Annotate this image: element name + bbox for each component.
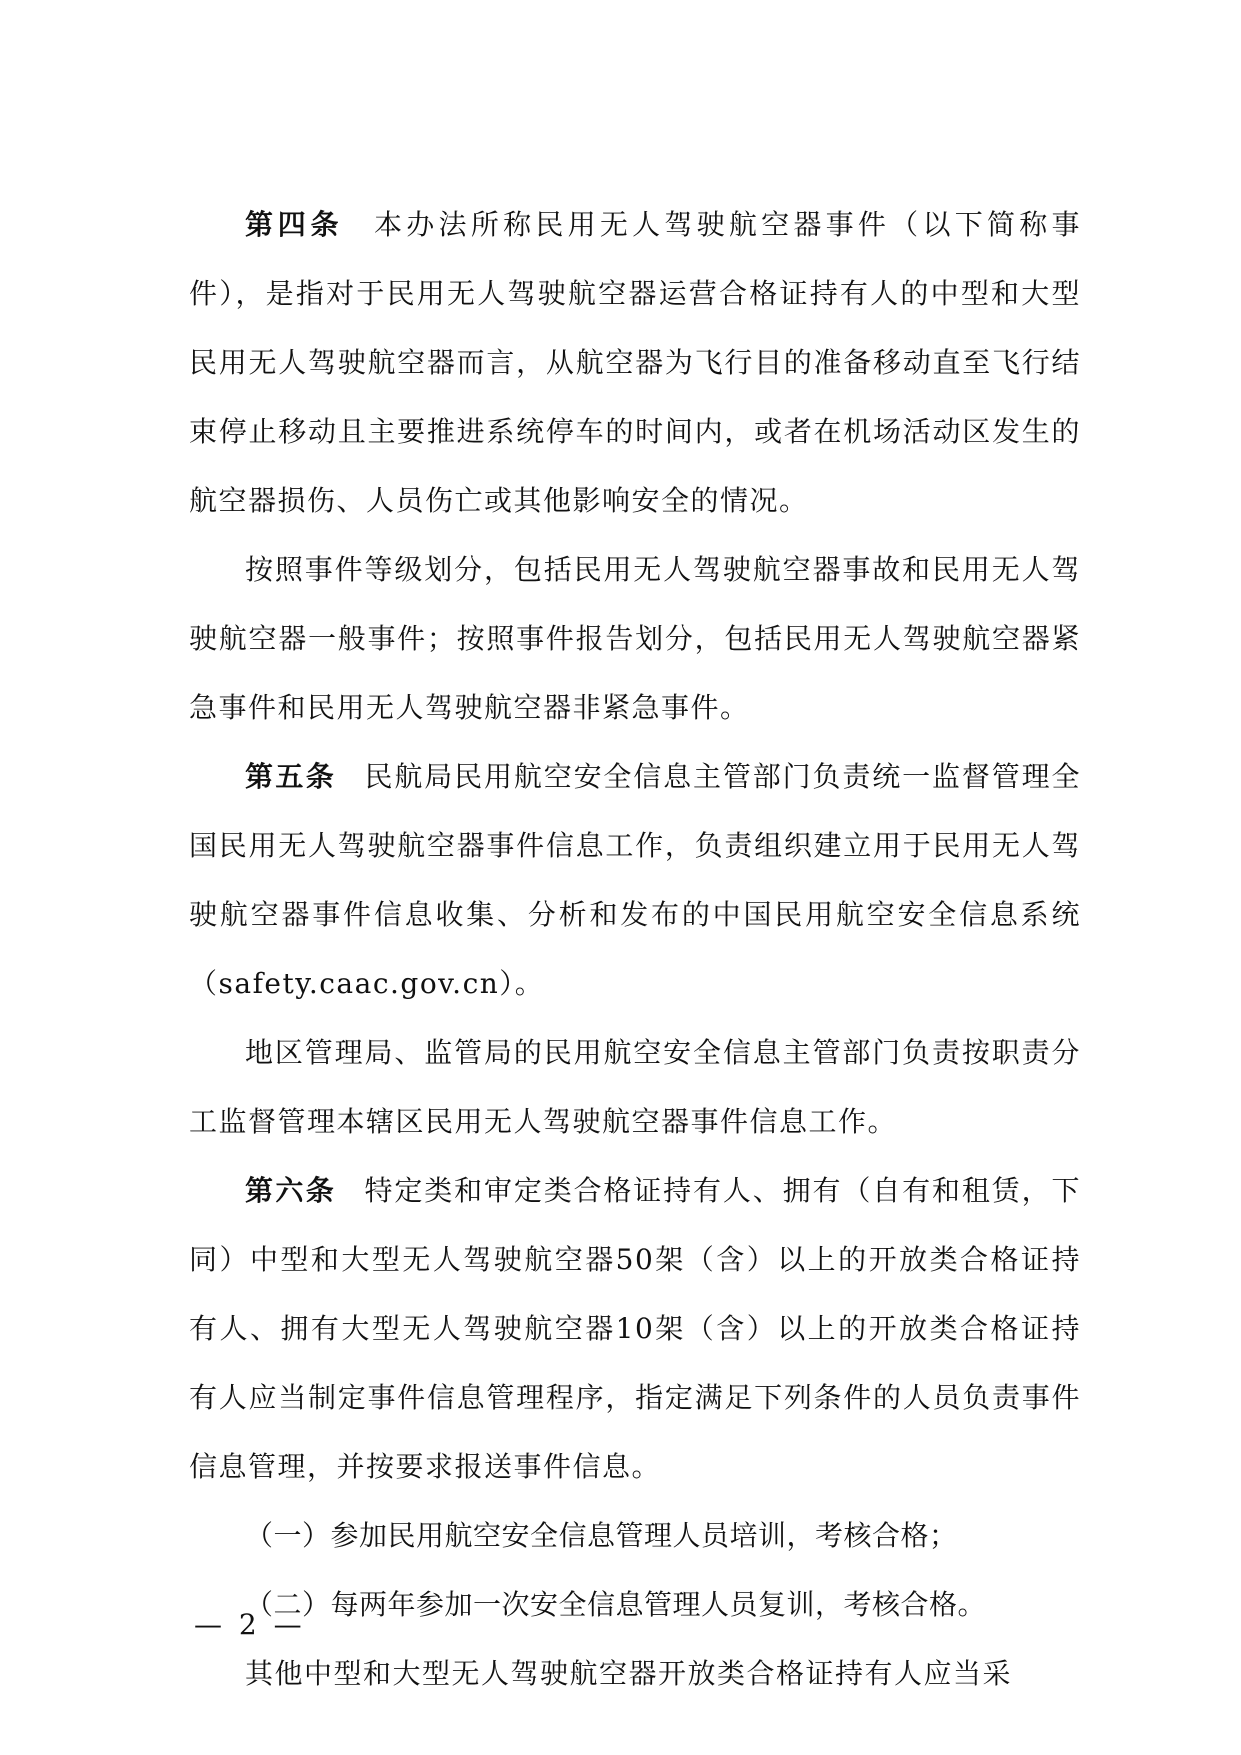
event-classification-text: 按照事件等级划分，包括民用无人驾驶航空器事故和民用无人驾驶航空器一般事件；按照事件报告划分，包括民用无人驾驶航空器紧急事件和民用无人驾驶航空器非紧急事件。 <box>189 553 1081 724</box>
article-5-text: 民航局民用航空安全信息主管部门负责统一监督管理全国民用无人驾驶航空器事件信息工作，负责组织建立用于民用无人驾驶航空器事件信息收集、分析和发布的中国民用航空安全信息系统（safety.caac.gov.cn）。 <box>189 760 1081 1000</box>
condition-2-text: （二）每两年参加一次安全信息管理人员复训，考核合格。 <box>245 1588 987 1621</box>
article-4-heading: 第四条 <box>245 208 344 241</box>
article-6-text: 特定类和审定类合格证持有人、拥有（自有和租赁，下同）中型和大型无人驾驶航空器50架（含）以上的开放类合格证持有人、拥有大型无人驾驶航空器10架（含）以上的开放类合格证持有人应当制定事件信息管理程序，指定满足下列条件的人员负责事件信息管理，并按要求报送事件信息。 <box>189 1174 1081 1483</box>
regional-bureau-paragraph <box>189 1018 1081 1156</box>
other-holders-paragraph <box>189 1639 1081 1708</box>
other-holders-text: 其他中型和大型无人驾驶航空器开放类合格证持有人应当采 <box>245 1657 1013 1690</box>
article-6-paragraph <box>189 1156 1081 1501</box>
article-4-paragraph <box>189 190 1081 535</box>
regional-bureau-text: 地区管理局、监管局的民用航空安全信息主管部门负责按职责分工监督管理本辖区民用无人驾驶航空器事件信息工作。 <box>189 1036 1081 1138</box>
event-classification-paragraph <box>189 535 1081 742</box>
article-5-paragraph <box>189 742 1081 1018</box>
article-6-heading: 第六条 <box>245 1174 337 1207</box>
article-4-text: 本办法所称民用无人驾驶航空器事件（以下简称事件），是指对于民用无人驾驶航空器运营合格证持有人的中型和大型民用无人驾驶航空器而言，从航空器为飞行目的准备移动直至飞行结束停止移动且主要推进系统停车的时间内，或者在机场活动区发生的航空器损伤、人员伤亡或其他影响安全的情况。 <box>189 208 1081 517</box>
condition-2-paragraph <box>189 1570 1081 1639</box>
condition-1-text: （一）参加民用航空安全信息管理人员培训，考核合格； <box>245 1519 958 1552</box>
page-number: — 2 — <box>194 1608 306 1641</box>
article-5-heading: 第五条 <box>245 760 337 793</box>
body-text <box>189 190 1081 1708</box>
condition-1-paragraph <box>189 1501 1081 1570</box>
